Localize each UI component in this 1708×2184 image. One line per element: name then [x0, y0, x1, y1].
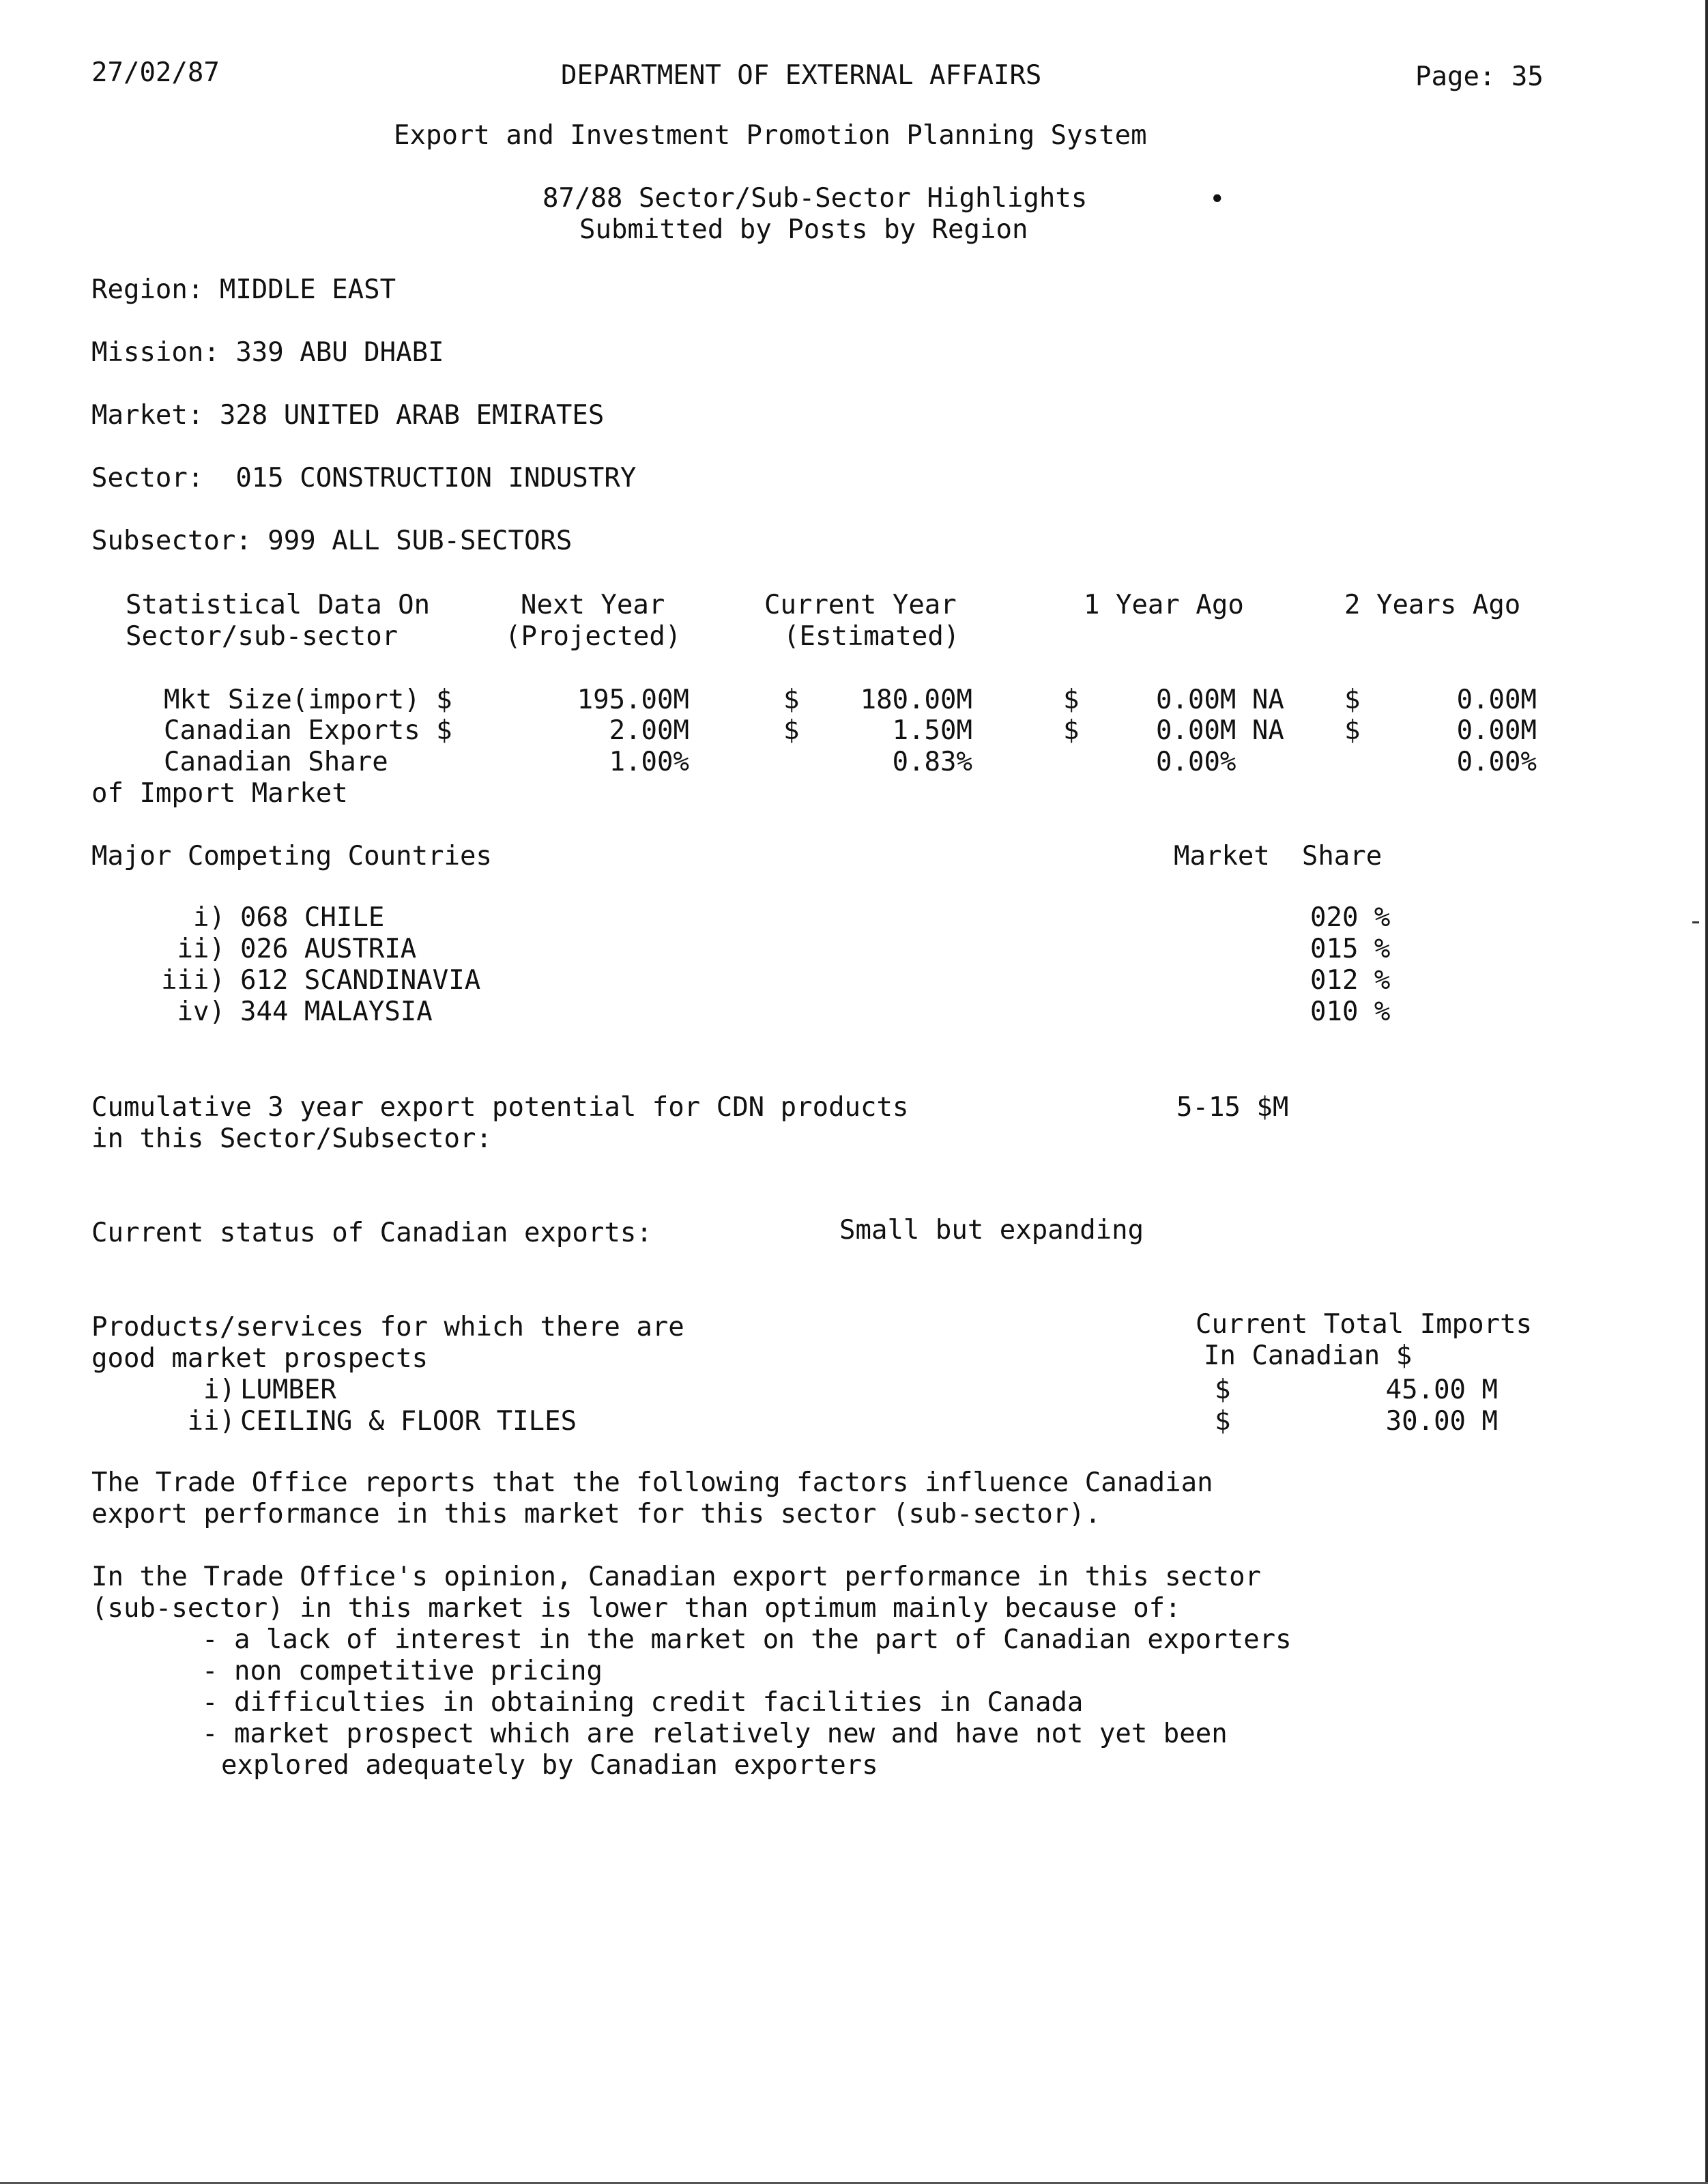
factor-bullet: - a lack of interest in the market on the part of Canadian exporters: [202, 1624, 1292, 1655]
item-number: ii): [177, 934, 225, 964]
item-number: i): [203, 1375, 235, 1405]
currency-symbol: $: [1063, 685, 1080, 715]
page-edge: [1705, 0, 1708, 2184]
current-year-value: 0.83%: [892, 747, 972, 777]
market-share-heading: Market Share: [1174, 841, 1383, 872]
column-header-1-year-ago: 1 Year Ago: [1084, 590, 1244, 620]
column-subheader-next-year: (Projected): [505, 621, 682, 652]
department-title: DEPARTMENT OF EXTERNAL AFFAIRS: [561, 60, 1042, 91]
export-status-value: Small but expanding: [839, 1215, 1144, 1246]
column-header-current-year: Current Year: [764, 590, 957, 620]
edge-mark: [1692, 921, 1699, 923]
currency-symbol: $: [1344, 715, 1361, 746]
imports-column-subheading: In Canadian $: [1204, 1340, 1413, 1371]
report-date: 27/02/87: [91, 57, 220, 88]
market-share-value: 020 %: [1310, 902, 1391, 933]
mission-field: Mission: 339 ABU DHABI: [91, 337, 444, 368]
current-year-value: 1.50M: [892, 715, 972, 746]
currency-symbol: $: [1063, 715, 1080, 746]
report-subtitle: Submitted by Posts by Region: [579, 214, 1028, 245]
next-year-value: 1.00%: [609, 747, 689, 777]
country-name: 612 SCANDINAVIA: [240, 965, 481, 996]
current-year-value: 180.00M: [860, 685, 972, 715]
column-header-next-year: Next Year: [521, 590, 665, 620]
row-label: Mkt Size(import) $: [164, 685, 452, 715]
country-name: 344 MALAYSIA: [240, 996, 433, 1027]
products-heading: Products/services for which there are: [91, 1312, 684, 1342]
two-years-ago-value: 0.00%: [1456, 747, 1537, 777]
market-share-value: 010 %: [1310, 996, 1391, 1027]
market-field: Market: 328 UNITED ARAB EMIRATES: [91, 400, 605, 431]
factor-bullet: - non competitive pricing: [202, 1656, 603, 1686]
market-share-value: 015 %: [1310, 934, 1391, 964]
row-label: Canadian Exports $: [164, 715, 452, 746]
opinion-text: In the Trade Office's opinion, Canadian export performance in this sector: [91, 1562, 1262, 1592]
next-year-value: 2.00M: [609, 715, 689, 746]
export-potential-label: Cumulative 3 year export potential for CDN products: [91, 1092, 909, 1123]
report-title-mark: •: [1209, 184, 1226, 215]
row-label-continuation: of Import Market: [91, 778, 348, 809]
one-year-ago-value: 0.00%: [1156, 747, 1236, 777]
two-years-ago-value: 0.00M: [1456, 715, 1537, 746]
column-header-2-years-ago: 2 Years Ago: [1344, 590, 1521, 620]
item-number: iii): [161, 965, 225, 996]
one-year-ago-value: 0.00M NA: [1156, 685, 1284, 715]
country-name: 068 CHILE: [240, 902, 385, 933]
next-year-value: 195.00M: [577, 685, 689, 715]
currency-symbol: $: [783, 715, 800, 746]
factor-bullet: - difficulties in obtaining credit facilities in Canada: [202, 1687, 1084, 1718]
item-number: ii): [187, 1406, 235, 1437]
sector-field: Sector: 015 CONSTRUCTION INDUSTRY: [91, 463, 637, 493]
stats-heading-line1: Statistical Data On: [126, 590, 431, 620]
market-share-value: 012 %: [1310, 965, 1391, 996]
currency-symbol: $: [1344, 685, 1361, 715]
product-name: LUMBER: [240, 1375, 336, 1405]
factor-bullet: - market prospect which are relatively new and have not yet been: [202, 1719, 1228, 1749]
currency-symbol: $: [1215, 1406, 1231, 1437]
opinion-text-line2: (sub-sector) in this market is lower than optimum mainly because of:: [91, 1593, 1181, 1624]
item-number: i): [193, 902, 225, 933]
region-field: Region: MIDDLE EAST: [91, 274, 396, 305]
products-heading-line2: good market prospects: [91, 1343, 429, 1374]
currency-symbol: $: [783, 685, 800, 715]
report-title: 87/88 Sector/Sub-Sector Highlights: [542, 183, 1088, 214]
one-year-ago-value: 0.00M NA: [1156, 715, 1284, 746]
currency-symbol: $: [1215, 1375, 1231, 1405]
import-value: 30.00 M: [1385, 1406, 1498, 1437]
item-number: iv): [177, 996, 225, 1027]
product-name: CEILING & FLOOR TILES: [240, 1406, 577, 1437]
system-title: Export and Investment Promotion Planning System: [394, 120, 1147, 151]
import-value: 45.00 M: [1385, 1375, 1498, 1405]
export-potential-value: 5-15 $M: [1176, 1092, 1289, 1123]
factors-intro-line2: export performance in this market for this sector (sub-sector).: [91, 1499, 1101, 1529]
page-number: Page: 35: [1415, 61, 1544, 92]
export-potential-label-line2: in this Sector/Subsector:: [91, 1123, 492, 1154]
imports-column-heading: Current Total Imports: [1196, 1309, 1533, 1340]
two-years-ago-value: 0.00M: [1456, 685, 1537, 715]
export-status-label: Current status of Canadian exports:: [91, 1218, 652, 1248]
column-subheader-current-year: (Estimated): [783, 621, 960, 652]
subsector-field: Subsector: 999 ALL SUB-SECTORS: [91, 526, 573, 556]
country-name: 026 AUSTRIA: [240, 934, 417, 964]
stats-heading-line2: Sector/sub-sector: [126, 621, 399, 652]
factor-bullet-continuation: explored adequately by Canadian exporters: [221, 1750, 878, 1781]
factors-intro: The Trade Office reports that the following factors influence Canadian: [91, 1467, 1213, 1498]
section-heading: Major Competing Countries: [91, 841, 492, 872]
row-label: Canadian Share: [164, 747, 388, 777]
